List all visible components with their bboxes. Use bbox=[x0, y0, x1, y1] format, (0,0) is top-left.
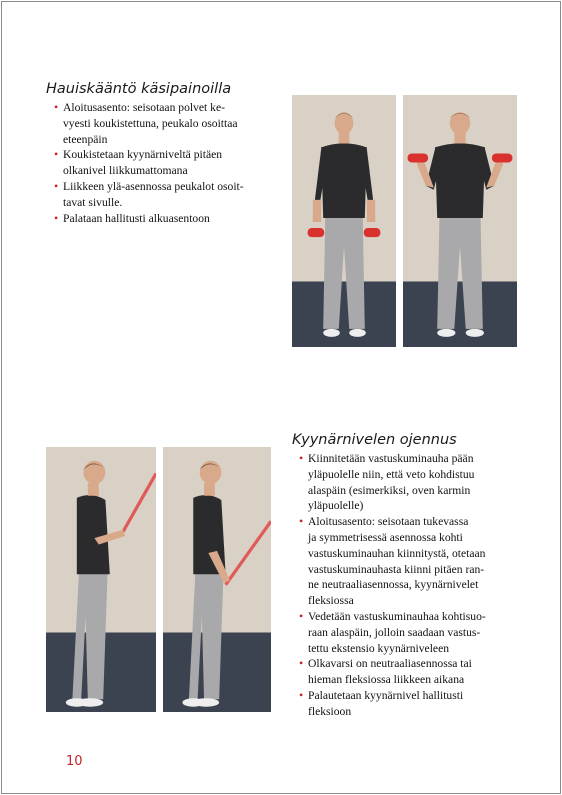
photo-curl-top bbox=[403, 95, 517, 347]
photo-extension-start bbox=[46, 447, 156, 712]
section-title-elbow-extension: Kyynärnivelen ojennus bbox=[292, 432, 457, 448]
list-item: • Aloitusasento: seisotaan tukevassa ja symmetrisessä asennossa kohti vastuskuminauhan kiinnitystä, otetaan vastuskuminauhasta kiinni pitäen ran- ne neutraaliasennossa, kyynärnivelet fleksiossa bbox=[299, 514, 539, 609]
page-number: 10 bbox=[66, 754, 83, 769]
document-page bbox=[1, 1, 561, 794]
list-item: • Vedetään vastuskuminauhaa kohtisuo- raan alaspäin, jolloin saadaan vastus- tettu ekstensio kyynärniveleen bbox=[299, 609, 539, 656]
elbow-extension-instructions bbox=[299, 451, 539, 720]
exercise-photo-illustration bbox=[163, 447, 271, 712]
list-item: • Palautetaan kyynärnivel hallitusti fleksioon bbox=[299, 688, 539, 720]
photo-curl-start bbox=[292, 95, 396, 347]
list-item: • Liikkeen ylä-asennossa peukalot osoit- tavat sivulle. bbox=[54, 179, 289, 211]
section-title-biceps-curl: Hauiskääntö käsipainoilla bbox=[46, 81, 232, 97]
exercise-photo-illustration bbox=[46, 447, 156, 712]
biceps-curl-instructions bbox=[54, 100, 289, 226]
list-item: • Aloitusasento: seisotaan polvet ke- vyesti koukistettuna, peukalo osoittaa eteenpäin bbox=[54, 100, 289, 147]
list-item: • Kiinnitetään vastuskuminauha pään yläpuolelle niin, että veto kohdistuu alaspäin (esimerkiksi, oven karmin yläpuolelle) bbox=[299, 451, 539, 514]
exercise-photo-illustration bbox=[403, 95, 517, 347]
exercise-photo-illustration bbox=[292, 95, 396, 347]
photo-extension-end bbox=[163, 447, 271, 712]
list-item: • Olkavarsi on neutraaliasennossa tai hieman fleksiossa liikkeen aikana bbox=[299, 656, 539, 688]
list-item: • Palataan hallitusti alkuasentoon bbox=[54, 211, 289, 227]
list-item: • Koukistetaan kyynärniveltä pitäen olkanivel liikkumattomana bbox=[54, 147, 289, 179]
